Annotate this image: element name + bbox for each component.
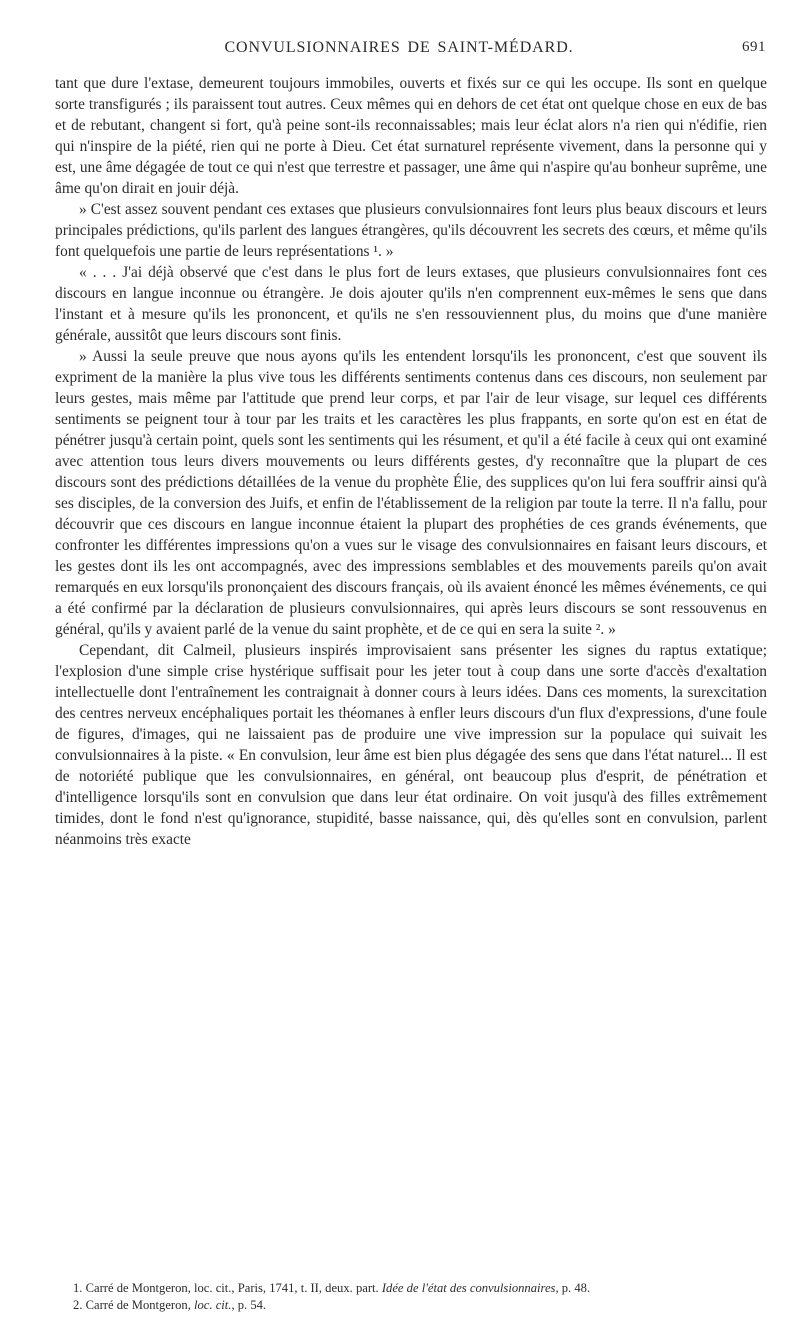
footnote-title: Idée de l'état des convulsionnaires bbox=[381, 1281, 556, 1295]
page-number: 691 bbox=[742, 39, 766, 55]
paragraph: » C'est assez souvent pendant ces extases que plusieurs convulsionnaires font leurs plus beaux discours et leurs principales prédictions, qu'ils parlent des langues étrangères, qu'ils découvrent les secrets des cœurs, et même qu'ils font quelquefois une partie de leurs représentations ¹. » bbox=[55, 201, 767, 260]
footnote-text: 1. Carré de Montgeron, loc. cit., Paris, 1741, t. II, deux. part. bbox=[73, 1281, 379, 1295]
footnote bbox=[55, 1280, 767, 1297]
footnote-title: loc. cit. bbox=[194, 1298, 232, 1312]
footnote bbox=[55, 1297, 767, 1314]
footnote-tail: , p. 48. bbox=[555, 1281, 591, 1295]
running-head: CONVULSIONNAIRES DE SAINT-MÉDARD. bbox=[224, 39, 574, 56]
footnotes bbox=[55, 1280, 767, 1314]
paragraph: tant que dure l'extase, demeurent toujours immobiles, ouverts et fixés sur ce qui les occupe. Ils sont en quelque sorte transfigurés ; ils paraissent tout autres. Ceux mêmes qui en dehors de cet état ont quelque chose en eux de bas et de rebutant, changent si fort, qu'à peine sont-ils reconnaissables; mais leur éclat alors n'a rien qui n'édifie, rien qui n'inspire de la piété, rien qui ne porte à Dieu. Cet état surnaturel représente vivement, dans la personne qui y est, une âme dégagée de tout ce qui n'est que terrestre et passager, une âme qui n'aspire qu'au bonheur suprême, une âme qu'on dirait en jouir déjà. bbox=[55, 75, 767, 197]
paragraph: » Aussi la seule preuve que nous ayons qu'ils les entendent lorsqu'ils les prononcent, c'est que souvent ils expriment de la manière la plus vive tous les différents sentiments contenus dans ces discours, non seulement par leurs gestes, mais même par l'attitude que prend leur corps, et par l'air de leur visage, sur lequel ces différents sentiments se peignent tour à tour par les traits et les caractères les plus frappants, en sorte qu'on est en état de pénétrer jusqu'à certain point, quels sont les sentiments qui les résument, et qu'il a été facile à ceux qui ont examiné avec attention tous leurs divers mouvements ou leurs différents gestes, d'y reconnaître que la plupart de ces discours sont des prédictions détaillées de la venue du prophète Élie, des supplices qu'on lui fera souffrir ainsi qu'à ses disciples, de la conversion des Juifs, et enfin de l'établissement de la religion par toute la terre. Il n'a fallu, pour découvrir que ces discours en langue inconnue étaient la plupart des prophéties de ces grands événements, que confronter les différentes impressions qu'on a vues sur le visage des convulsionnaires en faisant leurs discours, et les gestes dont ils les ont accompagnés, avec des impressions semblables et des mouvements pareils qu'on avait remarqués en eux lorsqu'ils prononçaient des discours français, où ils avaient énoncé les mêmes événements, ce qui a été confirmé par la déclaration de plusieurs convulsionnaires, qui après leurs discours se sont ressouvenus en général, qu'ils y avaient parlé de la venue du saint prophète, et de ce qui en sera la suite ². » bbox=[55, 348, 767, 638]
footnote-tail: , p. 54. bbox=[231, 1298, 267, 1312]
footnote-text: 2. Carré de Montgeron, bbox=[73, 1298, 191, 1312]
body-text bbox=[55, 73, 767, 850]
paragraph: Cependant, dit Calmeil, plusieurs inspirés improvisaient sans présenter les signes du raptus extatique; l'explosion d'une simple crise hystérique suffisait pour les jeter tout à coup dans une sorte d'accès d'exaltation intellectuelle dont l'entraînement les contraignait à donner cours à leurs idées. Dans ces moments, la surexcitation des centres nerveux encéphaliques portait les théomanes à enfler leurs discours d'un flux d'expressions, d'une foule de figures, d'images, qui ne laissaient pas de produire une vive impression sur la populace qui suivait les convulsionnaires à la piste. « En convulsion, leur âme est bien plus dégagée des sens que dans l'état naturel... Il est de notoriété publique que les convulsionnaires, en général, ont beaucoup plus d'esprit, de pénétration et d'intelligence lorsqu'ils sont en convulsion que dans leur état ordinaire. On voit jusqu'à des filles extrêmement timides, dont le fond n'est qu'ignorance, stupidité, basse naissance, qui, dès qu'elles sont en convulsion, parlent néanmoins très exacte bbox=[55, 642, 767, 848]
paragraph: « . . . J'ai déjà observé que c'est dans le plus fort de leurs extases, que plusieurs convulsionnaires font ces discours en langue inconnue ou étrangère. Je dois ajouter qu'ils n'en comprennent eux-mêmes le sens que dans l'instant et à mesure qu'ils les prononcent, et qu'ils ne s'en ressouviennent plus, du moins que d'une manière générale, aussitôt que leurs discours sont finis. bbox=[55, 264, 767, 344]
